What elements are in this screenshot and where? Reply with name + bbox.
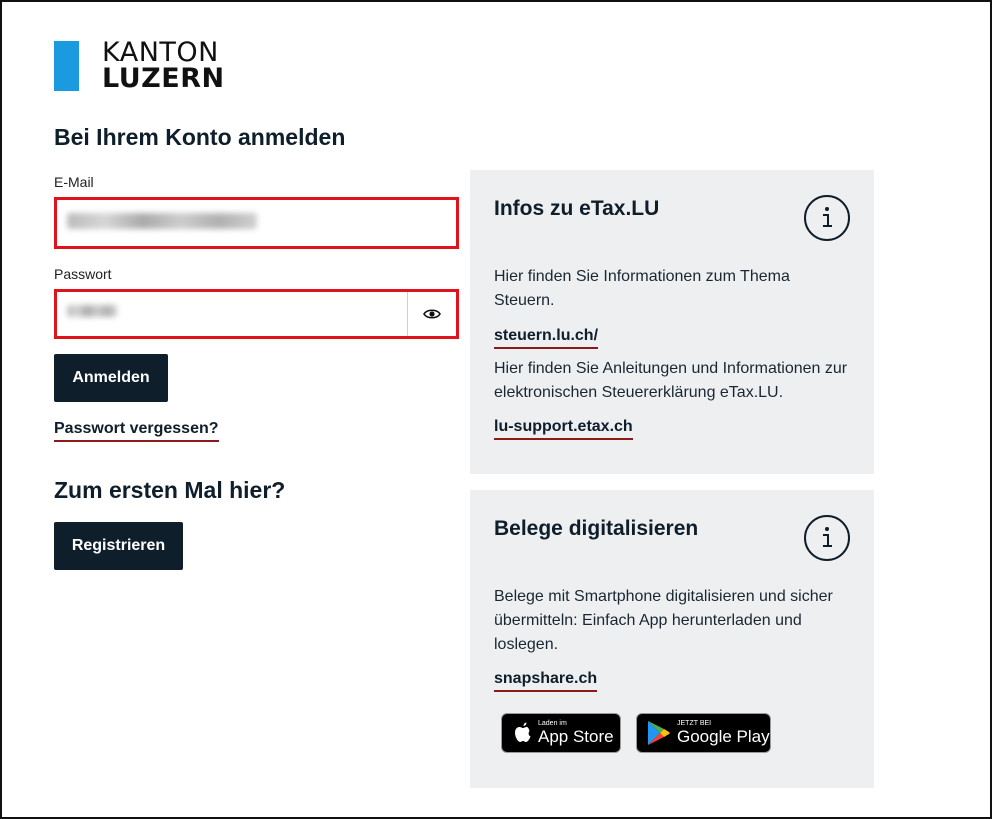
google-play-small-text: JETZT BEI — [677, 720, 712, 727]
receipts-card — [470, 490, 874, 788]
etax-info-text1: Hier finden Sie Informationen zum Thema Steuern. — [494, 268, 790, 309]
google-play-icon — [645, 719, 671, 747]
login-heading: Bei Ihrem Konto anmelden — [54, 124, 346, 150]
app-store-big-text: App Store — [538, 727, 614, 746]
steuern-link[interactable]: steuern.lu.ch/ — [494, 327, 598, 349]
receipts-title: Belege digitalisieren — [494, 517, 699, 540]
forgot-password-link[interactable]: Passwort vergessen? — [54, 420, 219, 442]
register-button[interactable]: Registrieren — [54, 522, 183, 570]
password-label: Passwort — [54, 266, 112, 282]
google-play-big-text: Google Play — [677, 727, 770, 746]
email-label: E-Mail — [54, 174, 94, 190]
show-password-button[interactable] — [408, 292, 456, 336]
email-field[interactable] — [54, 197, 459, 249]
info-icon — [804, 195, 850, 241]
etax-info-text2: Hier finden Sie Anleitungen und Informationen zur elektronischen Steuererklärung eTax.LU. — [494, 360, 848, 401]
google-play-badge[interactable] — [636, 713, 771, 753]
app-store-small-text: Laden im — [538, 720, 567, 727]
logo-text — [102, 37, 225, 94]
app-store-badge[interactable] — [501, 713, 621, 753]
kanton-luzern-logo[interactable] — [54, 37, 225, 94]
info-icon — [804, 515, 850, 561]
snapshare-link[interactable]: snapshare.ch — [494, 670, 597, 692]
apple-icon — [512, 721, 534, 745]
logo-line2: LUZERN — [102, 63, 225, 94]
eye-icon — [423, 308, 441, 320]
logo-bar — [54, 41, 79, 91]
login-button[interactable]: Anmelden — [54, 354, 168, 402]
redacted-email-value — [67, 213, 257, 229]
logo-line1: KANTON — [102, 37, 219, 68]
etax-info-title: Infos zu eTax.LU — [494, 197, 660, 220]
etax-info-card — [470, 170, 874, 474]
first-time-heading: Zum ersten Mal hier? — [54, 477, 286, 503]
password-field[interactable] — [54, 289, 459, 339]
redacted-password-value — [67, 305, 117, 317]
receipts-text: Belege mit Smartphone digitalisieren und sicher übermitteln: Einfach App herunterladen und loslegen. — [494, 588, 833, 653]
etax-support-link[interactable]: lu-support.etax.ch — [494, 418, 633, 440]
